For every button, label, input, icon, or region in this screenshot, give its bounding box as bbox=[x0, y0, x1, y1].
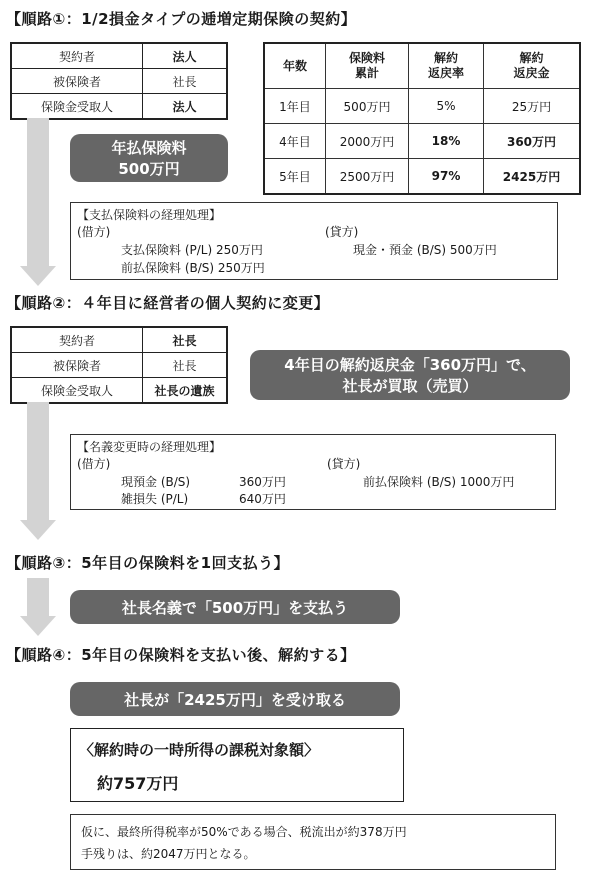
note-line: 仮に、最終所得税率が50%である場合、税流出が約378万円 bbox=[81, 825, 407, 839]
debit-entry: 支払保険料 (P/L) 250万円 bbox=[121, 243, 263, 257]
table-cell: 5% bbox=[409, 89, 484, 124]
table-cell: 500万円 bbox=[326, 89, 409, 124]
flow-arrow-shaft bbox=[27, 402, 49, 520]
note-line: 手残りは、約2047万円となる。 bbox=[81, 847, 256, 861]
contract-row bbox=[11, 378, 227, 404]
table-cell: 2500万円 bbox=[326, 159, 409, 195]
pill-line: 年払保険料 bbox=[111, 139, 187, 157]
table-header-row bbox=[264, 43, 580, 89]
transfer-accounting-box bbox=[70, 434, 556, 510]
contract-label: 保険金受取人 bbox=[11, 94, 143, 120]
credit-label: (貸方) bbox=[327, 457, 361, 471]
surrender-receipt-pill bbox=[70, 682, 400, 716]
table-cell: 1年目 bbox=[264, 89, 326, 124]
step1-contract-table bbox=[10, 42, 228, 120]
taxable-income-box bbox=[70, 728, 404, 802]
accounting-title: 【支払保険料の経理処理】 bbox=[77, 208, 222, 222]
table-row bbox=[264, 89, 580, 124]
credit-label: (貸方) bbox=[325, 225, 359, 239]
surrender-value-table bbox=[263, 42, 581, 195]
tax-note-box bbox=[70, 814, 556, 870]
table-cell: 97% bbox=[409, 159, 484, 195]
contract-value: 社長 bbox=[143, 353, 228, 378]
buyout-pill bbox=[250, 350, 570, 400]
table-row bbox=[264, 124, 580, 159]
contract-row bbox=[11, 43, 227, 69]
accounting-title: 【名義変更時の経理処理】 bbox=[77, 440, 222, 454]
debit-label: (借方) bbox=[77, 225, 111, 239]
debit-amount: 640万円 bbox=[239, 492, 286, 506]
taxable-income-value: 約757万円 bbox=[97, 774, 179, 793]
pill-line: 社長が「2425万円」を受け取る bbox=[124, 690, 346, 709]
down-arrow-icon bbox=[20, 266, 56, 286]
contract-row bbox=[11, 353, 227, 378]
contract-label: 被保険者 bbox=[11, 353, 143, 378]
step2-contract-table bbox=[10, 326, 228, 404]
debit-entry: 前払保険料 (B/S) 250万円 bbox=[121, 261, 265, 275]
table-cell: 360万円 bbox=[484, 124, 581, 159]
contract-value: 社長 bbox=[143, 327, 228, 353]
contract-row bbox=[11, 94, 227, 120]
table-cell: 5年目 bbox=[264, 159, 326, 195]
contract-row bbox=[11, 327, 227, 353]
column-header-label: 解約 返戻率 bbox=[427, 51, 464, 80]
step2-heading: 【順路②：４年目に経営者の個人契約に変更】 bbox=[6, 294, 330, 312]
table-cell: 2425万円 bbox=[484, 159, 581, 195]
flow-arrow-shaft bbox=[27, 118, 49, 266]
contract-value: 法人 bbox=[143, 94, 228, 120]
table-cell: 2000万円 bbox=[326, 124, 409, 159]
credit-entry: 前払保険料 (B/S) 1000万円 bbox=[363, 475, 515, 489]
credit-entry: 現金・預金 (B/S) 500万円 bbox=[353, 243, 497, 257]
debit-item: 現預金 (B/S) bbox=[121, 475, 191, 489]
contract-value: 法人 bbox=[143, 43, 228, 69]
pill-line: 社長名義で「500万円」を支払う bbox=[121, 598, 349, 617]
contract-label: 契約者 bbox=[11, 327, 143, 353]
annual-premium-pill bbox=[70, 134, 228, 182]
column-header-label: 解約 返戻金 bbox=[513, 51, 550, 80]
contract-label: 保険金受取人 bbox=[11, 378, 143, 404]
contract-row bbox=[11, 69, 227, 94]
premium-payment-pill bbox=[70, 590, 400, 624]
pill-line: 4年目の解約返戻金「360万円」で、 bbox=[284, 356, 536, 374]
column-header-label: 保険料 累計 bbox=[348, 51, 385, 80]
taxable-income-title: 〈解約時の一時所得の課税対象額〉 bbox=[79, 741, 320, 759]
column-header bbox=[484, 43, 581, 89]
pill-line: 社長が買取（売買） bbox=[342, 377, 478, 395]
contract-label: 被保険者 bbox=[11, 69, 143, 94]
column-header bbox=[326, 43, 409, 89]
column-header-label: 年数 bbox=[282, 58, 307, 73]
column-header bbox=[264, 43, 326, 89]
pill-line: 500万円 bbox=[118, 160, 180, 178]
table-cell: 25万円 bbox=[484, 89, 581, 124]
premium-accounting-box bbox=[70, 202, 558, 280]
table-cell: 4年目 bbox=[264, 124, 326, 159]
contract-label: 契約者 bbox=[11, 43, 143, 69]
step4-heading: 【順路④：5年目の保険料を支払い後、解約する】 bbox=[6, 646, 356, 664]
flow-arrow-shaft bbox=[27, 578, 49, 616]
column-header bbox=[409, 43, 484, 89]
table-cell: 18% bbox=[409, 124, 484, 159]
step3-heading: 【順路③：5年目の保険料を1回支払う】 bbox=[6, 554, 290, 572]
contract-value: 社長 bbox=[143, 69, 228, 94]
down-arrow-icon bbox=[20, 520, 56, 540]
down-arrow-icon bbox=[20, 616, 56, 636]
contract-value: 社長の遺族 bbox=[143, 378, 228, 404]
debit-item: 雑損失 (P/L) bbox=[121, 492, 189, 506]
table-row bbox=[264, 159, 580, 195]
step1-heading: 【順路①：1/2損金タイプの逓増定期保険の契約】 bbox=[6, 10, 357, 28]
debit-amount: 360万円 bbox=[239, 475, 286, 489]
debit-label: (借方) bbox=[77, 457, 111, 471]
